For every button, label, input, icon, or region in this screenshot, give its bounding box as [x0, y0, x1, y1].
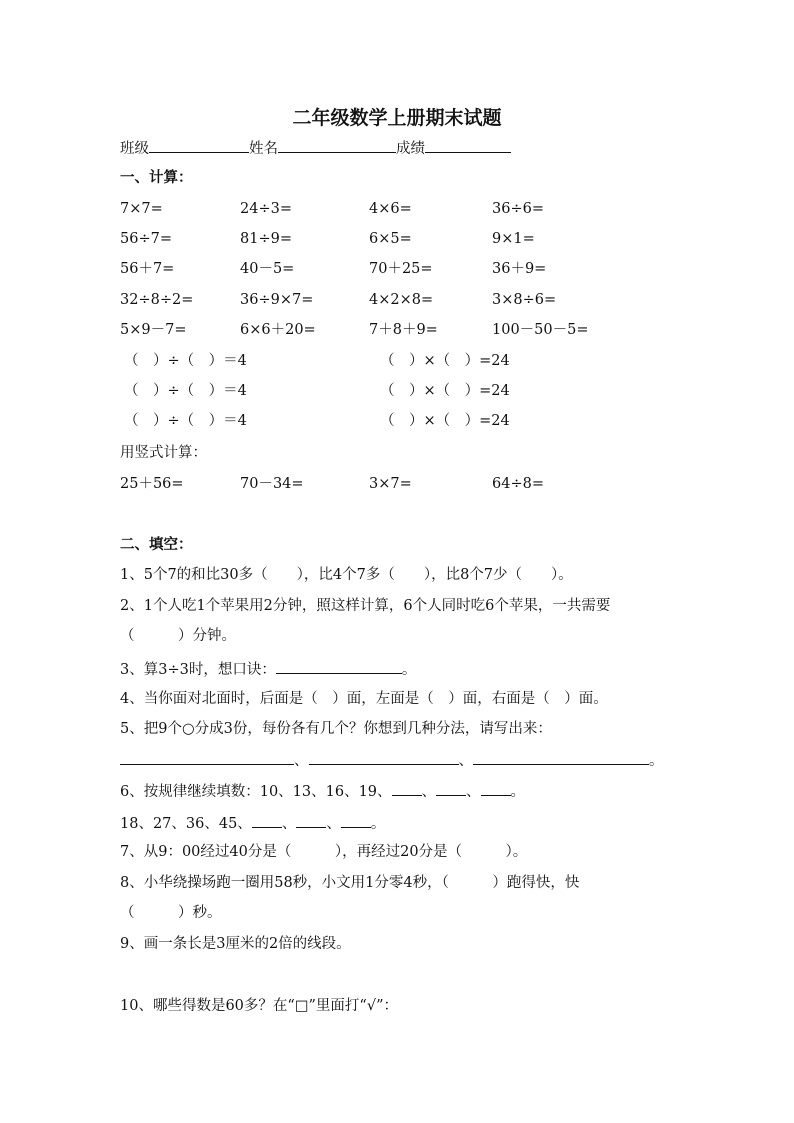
- blank-equation[interactable]: （ ）÷（ ）＝4: [124, 413, 247, 429]
- answer-blank[interactable]: [392, 780, 422, 796]
- question-8-line-2: （ ）秒。: [120, 905, 222, 921]
- answer-blank[interactable]: [341, 812, 371, 828]
- calc-item: 70＋25=: [369, 261, 433, 277]
- separator: 、: [294, 753, 309, 769]
- calc-item: 40－5=: [240, 261, 295, 277]
- question-5: 5、把9个○分成3份，每份各有几个？你想到几种分法，请写出来：: [120, 721, 552, 737]
- end-mark: 。: [649, 753, 664, 769]
- score-label: 成绩: [396, 141, 425, 157]
- name-blank[interactable]: [278, 137, 396, 153]
- question-2-line-1: 2、1个人吃1个苹果用2分钟，照这样计算，6个人同时吃6个苹果，一共需要: [120, 598, 611, 614]
- question-3: [120, 658, 416, 680]
- blank-equation[interactable]: （ ）×（ ）=24: [380, 383, 510, 399]
- section2-heading: 二、填空：: [120, 536, 193, 553]
- vertical-calc-item: 3×7=: [369, 476, 412, 492]
- question-6-text: 6、按规律继续填数：10、13、16、19、: [120, 784, 392, 800]
- answer-blank[interactable]: [481, 780, 511, 796]
- page-title: 二年级数学上册期末试题: [292, 107, 502, 129]
- calc-item: 4×6=: [369, 201, 412, 217]
- name-label: 姓名: [249, 141, 278, 157]
- question-6-line-1: [120, 780, 525, 802]
- calc-item: 6×6＋20=: [240, 322, 316, 338]
- calc-item: 7×7=: [120, 201, 163, 217]
- calc-item: 4×2×8=: [369, 292, 434, 308]
- class-blank[interactable]: [149, 137, 249, 153]
- answer-blank[interactable]: [252, 812, 282, 828]
- calc-item: 56÷7=: [120, 231, 172, 247]
- vertical-calc-item: 64÷8=: [492, 476, 544, 492]
- score-blank[interactable]: [425, 137, 511, 153]
- separator: 、: [466, 784, 481, 800]
- question-7: 7、从9：00经过40分是（ ），再经过20分是（ ）。: [120, 844, 528, 860]
- separator: 、: [421, 784, 437, 800]
- question-9: 9、画一条长是3厘米的2倍的线段。: [120, 936, 351, 952]
- calc-item: 36÷9×7=: [240, 292, 314, 308]
- answer-blank[interactable]: [436, 780, 466, 796]
- question-1: 1、5个7的和比30多（ ），比4个7多（ ），比8个7少（ ）。: [120, 567, 573, 583]
- separator: 、: [326, 816, 341, 832]
- student-info: [120, 137, 511, 159]
- calc-item: 9×1=: [492, 231, 535, 247]
- calc-item: 24÷3=: [240, 201, 292, 217]
- answer-blank[interactable]: [296, 812, 326, 828]
- calc-item: 5×9－7=: [120, 322, 187, 338]
- blank-equation[interactable]: （ ）÷（ ）＝4: [124, 353, 247, 369]
- end-mark: 。: [370, 816, 386, 832]
- question-10: 10、哪些得数是60多？在“□”里面打“√”：: [120, 998, 398, 1014]
- blank-equation[interactable]: （ ）÷（ ）＝4: [124, 383, 247, 399]
- calc-item: 100－50－5=: [492, 322, 589, 338]
- calc-item: 36＋9=: [492, 261, 547, 277]
- blank-equation[interactable]: （ ）×（ ）=24: [380, 353, 510, 369]
- calc-item: 56＋7=: [120, 261, 175, 277]
- end-mark: 。: [510, 784, 526, 800]
- question-3-end: 。: [401, 662, 417, 678]
- answer-blank[interactable]: [120, 749, 294, 765]
- vertical-calc-label: 用竖式计算：: [120, 445, 207, 461]
- question-5-answers: [120, 749, 664, 771]
- vertical-calc-item: 70－34=: [240, 476, 304, 492]
- calc-item: 32÷8÷2=: [120, 292, 194, 308]
- separator: 、: [281, 816, 297, 832]
- question-2-line-2: （ ）分钟。: [120, 628, 236, 644]
- answer-blank[interactable]: [309, 749, 459, 765]
- question-6-line-2: [120, 812, 385, 834]
- question-8-line-1: 8、小华绕操场跑一圈用58秒，小文用1分零4秒，（ ）跑得快，快: [120, 875, 580, 891]
- answer-blank[interactable]: [473, 749, 649, 765]
- class-label: 班级: [120, 141, 149, 157]
- separator: 、: [458, 753, 473, 769]
- question-4: 4、当你面对北面时，后面是（ ）面，左面是（ ）面，右面是（ ）面。: [120, 691, 608, 707]
- calc-item: 3×8÷6=: [492, 292, 557, 308]
- vertical-calc-item: 25＋56=: [120, 476, 184, 492]
- calc-item: 7＋8＋9=: [369, 322, 438, 338]
- calc-item: 81÷9=: [240, 231, 292, 247]
- section1-heading: 一、计算：: [120, 169, 193, 186]
- answer-blank[interactable]: [276, 658, 402, 674]
- question-6-sequence: 18、27、36、45、: [120, 816, 252, 832]
- calc-item: 6×5=: [369, 231, 412, 247]
- question-3-text: 3、算3÷3时，想口诀：: [120, 662, 276, 678]
- calc-item: 36÷6=: [492, 201, 544, 217]
- blank-equation[interactable]: （ ）×（ ）=24: [380, 413, 510, 429]
